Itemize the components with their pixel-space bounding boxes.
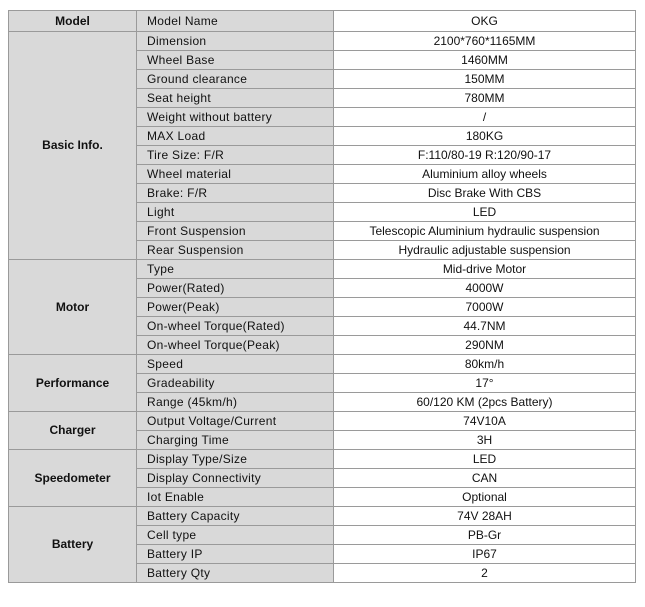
value-cell: 44.7NM xyxy=(334,317,636,336)
category-cell: Charger xyxy=(9,412,137,450)
table-row xyxy=(9,507,636,526)
table-row xyxy=(9,450,636,469)
parameter-cell: Ground clearance xyxy=(137,70,334,89)
table-row xyxy=(9,260,636,279)
value-cell: 180KG xyxy=(334,127,636,146)
parameter-cell: Type xyxy=(137,260,334,279)
parameter-cell: Battery IP xyxy=(137,545,334,564)
value-cell: Optional xyxy=(334,488,636,507)
parameter-cell: Output Voltage/Current xyxy=(137,412,334,431)
parameter-cell: Dimension xyxy=(137,32,334,51)
category-cell: Motor xyxy=(9,260,137,355)
value-cell: CAN xyxy=(334,469,636,488)
table-row xyxy=(9,412,636,431)
category-cell: Battery xyxy=(9,507,137,583)
spec-table xyxy=(8,10,636,583)
value-cell: 2100*760*1165MM xyxy=(334,32,636,51)
parameter-cell: MAX Load xyxy=(137,127,334,146)
value-cell: 3H xyxy=(334,431,636,450)
value-cell: Aluminium alloy wheels xyxy=(334,165,636,184)
value-cell: 74V10A xyxy=(334,412,636,431)
value-cell: 1460MM xyxy=(334,51,636,70)
parameter-cell: Front Suspension xyxy=(137,222,334,241)
table-row xyxy=(9,355,636,374)
parameter-cell: Display Type/Size xyxy=(137,450,334,469)
value-cell: PB-Gr xyxy=(334,526,636,545)
parameter-cell: Cell type xyxy=(137,526,334,545)
parameter-cell: Seat height xyxy=(137,89,334,108)
value-cell: 780MM xyxy=(334,89,636,108)
category-cell: Performance xyxy=(9,355,137,412)
parameter-cell: On-wheel Torque(Peak) xyxy=(137,336,334,355)
value-cell: 2 xyxy=(334,564,636,583)
value-cell: Mid-drive Motor xyxy=(334,260,636,279)
value-cell: / xyxy=(334,108,636,127)
table-row xyxy=(9,32,636,51)
parameter-cell: Power(Peak) xyxy=(137,298,334,317)
category-cell: Speedometer xyxy=(9,450,137,507)
value-cell: F:110/80-19 R:120/90-17 xyxy=(334,146,636,165)
parameter-cell: Weight without battery xyxy=(137,108,334,127)
category-cell: Model xyxy=(9,11,137,32)
value-cell: 290NM xyxy=(334,336,636,355)
parameter-cell: Power(Rated) xyxy=(137,279,334,298)
parameter-cell: Display Connectivity xyxy=(137,469,334,488)
value-cell: 80km/h xyxy=(334,355,636,374)
value-cell: 150MM xyxy=(334,70,636,89)
value-cell: 17° xyxy=(334,374,636,393)
value-cell: Disc Brake With CBS xyxy=(334,184,636,203)
value-cell: OKG xyxy=(334,11,636,32)
value-cell: Hydraulic adjustable suspension xyxy=(334,241,636,260)
parameter-cell: Model Name xyxy=(137,11,334,32)
parameter-cell: Speed xyxy=(137,355,334,374)
parameter-cell: Range (45km/h) xyxy=(137,393,334,412)
value-cell: LED xyxy=(334,450,636,469)
parameter-cell: Battery Qty xyxy=(137,564,334,583)
parameter-cell: Tire Size: F/R xyxy=(137,146,334,165)
parameter-cell: Gradeability xyxy=(137,374,334,393)
value-cell: IP67 xyxy=(334,545,636,564)
parameter-cell: Rear Suspension xyxy=(137,241,334,260)
category-cell: Basic Info. xyxy=(9,32,137,260)
value-cell: 4000W xyxy=(334,279,636,298)
value-cell: Telescopic Aluminium hydraulic suspension xyxy=(334,222,636,241)
parameter-cell: Light xyxy=(137,203,334,222)
value-cell: 7000W xyxy=(334,298,636,317)
value-cell: 74V 28AH xyxy=(334,507,636,526)
parameter-cell: Battery Capacity xyxy=(137,507,334,526)
parameter-cell: Charging Time xyxy=(137,431,334,450)
parameter-cell: Brake: F/R xyxy=(137,184,334,203)
parameter-cell: Wheel Base xyxy=(137,51,334,70)
value-cell: LED xyxy=(334,203,636,222)
parameter-cell: Wheel material xyxy=(137,165,334,184)
parameter-cell: Iot Enable xyxy=(137,488,334,507)
parameter-cell: On-wheel Torque(Rated) xyxy=(137,317,334,336)
value-cell: 60/120 KM (2pcs Battery) xyxy=(334,393,636,412)
table-row xyxy=(9,11,636,32)
